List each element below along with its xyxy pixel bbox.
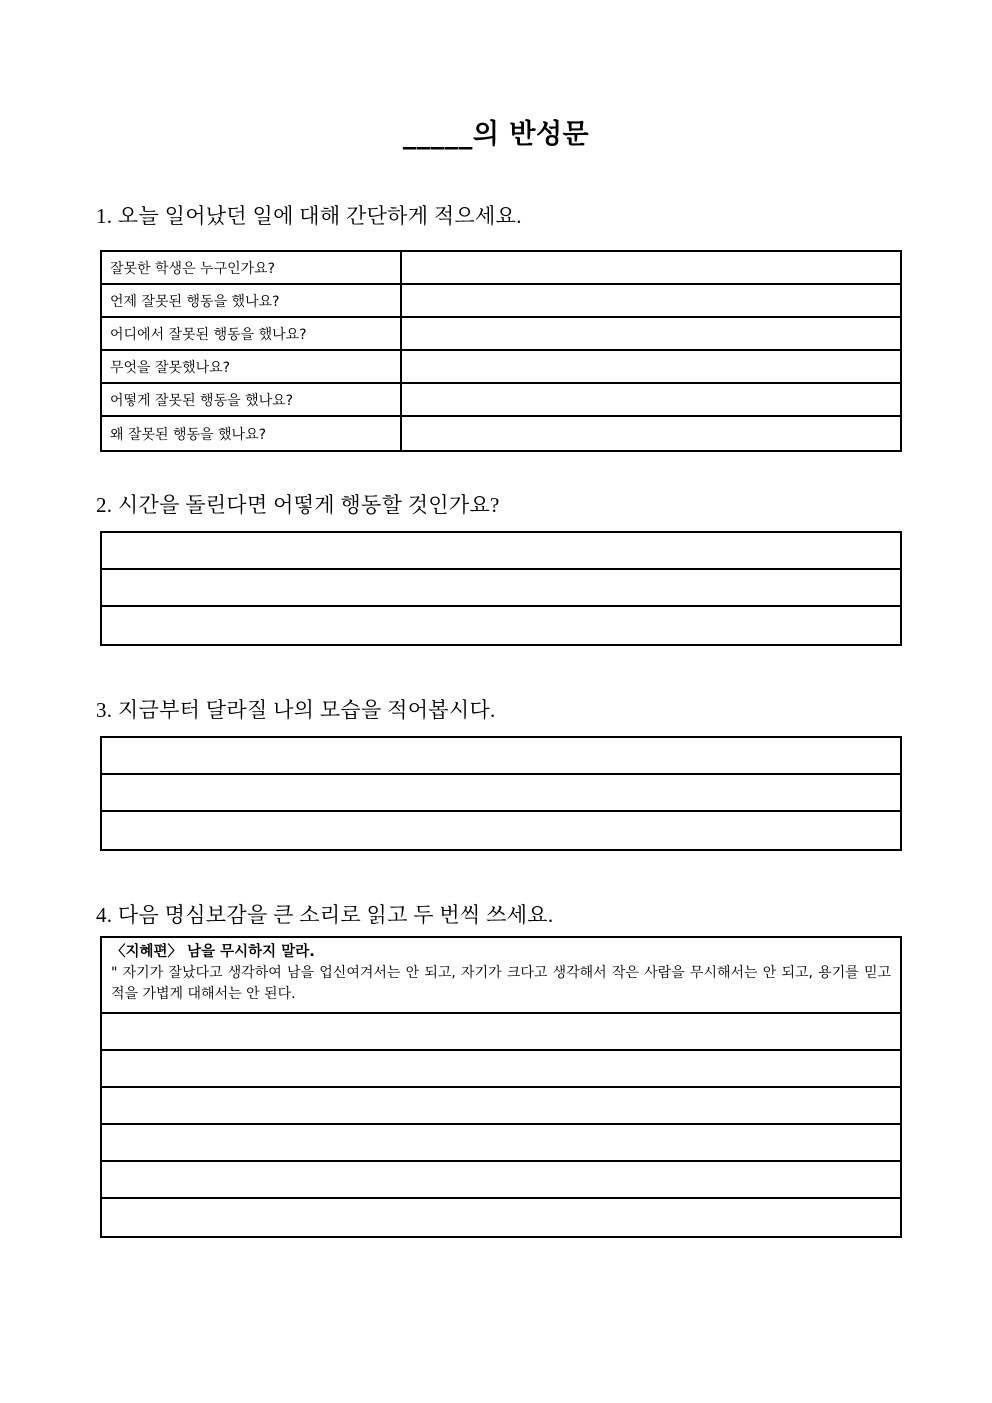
writing-line[interactable] [102,1014,900,1051]
answer-line[interactable] [102,607,900,644]
table-cell-answer[interactable] [402,252,900,283]
table-row [102,384,900,417]
quote-body: " 자기가 잘났다고 생각하여 남을 업신여겨서는 안 되고, 자기가 크다고 생각해서 작은 사람을 무시해서는 안 되고, 용기를 믿고 적을 가볍게 대해서는 안 된다. [111,964,891,1002]
table-row [102,351,900,384]
table-row [102,318,900,351]
answer-line[interactable] [102,738,900,775]
question-1-heading: 1. 오늘 일어났던 일에 대해 간단하게 적으세요. [96,204,522,228]
question-4-quote-box [100,936,902,1238]
writing-line[interactable] [102,1051,900,1088]
table-cell-label: 어디에서 잘못된 행동을 했나요? [102,318,402,349]
writing-line[interactable] [102,1162,900,1199]
question-3-heading: 3. 지금부터 달라질 나의 모습을 적어봅시다. [96,698,496,722]
question-2-heading: 2. 시간을 돌린다면 어떻게 행동할 것인가요? [96,493,500,517]
table-cell-answer[interactable] [402,318,900,349]
table-cell-label: 잘못한 학생은 누구인가요? [102,252,402,283]
writing-line[interactable] [102,1125,900,1162]
answer-line[interactable] [102,812,900,849]
table-cell-answer[interactable] [402,351,900,382]
table-row [102,252,900,285]
answer-line[interactable] [102,533,900,570]
answer-line[interactable] [102,570,900,607]
answer-line[interactable] [102,775,900,812]
page-title: _____의 반성문 [402,119,590,150]
question-2-answer-box [100,531,902,646]
quote-passage [102,938,900,1014]
table-row [102,417,900,450]
table-cell-label: 왜 잘못된 행동을 했나요? [102,417,402,450]
table-row [102,285,900,318]
table-cell-label: 어떻게 잘못된 행동을 했나요? [102,384,402,415]
table-cell-answer[interactable] [402,285,900,316]
writing-line[interactable] [102,1199,900,1236]
table-cell-answer[interactable] [402,384,900,415]
writing-line[interactable] [102,1088,900,1125]
quote-title: 〈지혜편〉 남을 무시하지 말라. [111,944,315,960]
question-4-heading: 4. 다음 명심보감을 큰 소리로 읽고 두 번씩 쓰세요. [96,903,554,927]
question-1-table [100,250,902,452]
table-cell-label: 무엇을 잘못했나요? [102,351,402,382]
table-cell-answer[interactable] [402,417,900,450]
question-3-answer-box [100,736,902,851]
table-cell-label: 언제 잘못된 행동을 했나요? [102,285,402,316]
